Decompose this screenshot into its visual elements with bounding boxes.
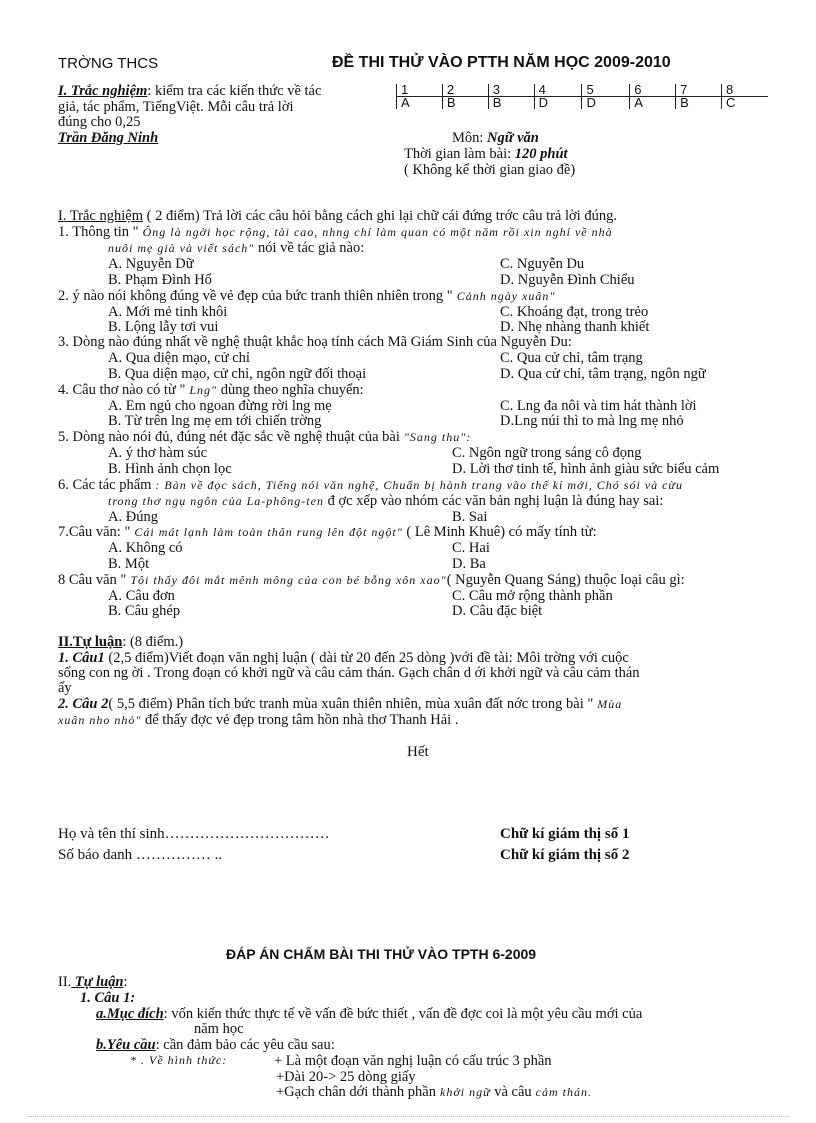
q1-option-c: C. Nguyễn Du xyxy=(500,256,585,272)
question-2 xyxy=(58,288,555,305)
answer-part-name: Tự luận xyxy=(71,974,124,990)
q2-option-a: A. Mới mẻ tinh khôi xyxy=(108,304,228,320)
q4-option-b: B. Từ trên lng mẹ em tới chiến trờng xyxy=(108,413,322,429)
question-1-cont xyxy=(108,240,364,257)
intro-line-2: giả, tác phẩm, TiếngViệt. Mỗi câu trả lời xyxy=(58,99,294,115)
time-label: Thời gian làm bài: xyxy=(404,146,512,162)
q2-option-b: B. Lộng lẫy tơi vui xyxy=(108,319,219,335)
essay-2-text: ( 5,5 điểm) Phân tích bức tranh mùa xuân thiên nhiên, mùa xuân đất nớc trong bài " xyxy=(108,696,594,712)
part2-heading: II.Tự luận xyxy=(58,634,123,650)
q7-option-a: A. Không có xyxy=(108,540,183,556)
q4-option-c: C. Lng đa nôi và tim hát thành lời xyxy=(500,398,697,414)
question-1 xyxy=(58,224,613,241)
supervisor-signature-2: Chữ kí giám thị số 2 xyxy=(500,847,630,863)
supervisor-signature-1: Chữ kí giám thị số 1 xyxy=(500,826,630,842)
time-value: 120 phút xyxy=(514,146,568,162)
answer-key-letter: D xyxy=(534,97,582,110)
q5-option-a: A. ý thơ hàm súc xyxy=(108,445,208,461)
question-2-prefix: 2. ý nào nói không đúng về vẻ đẹp của bức tranh thiên nhiên trong " xyxy=(58,288,453,304)
part2-heading-line xyxy=(58,634,183,651)
candidate-number-field: Số báo danh …………… .. xyxy=(58,847,223,863)
answer-key-letter: B xyxy=(488,97,534,110)
question-3: 3. Dòng nào đúng nhất về nghệ thuật khắc hoạ tính cách Mã Giám Sinh của Nguyễn Du: xyxy=(58,334,572,350)
muc-dich-label: a.Mục đích xyxy=(96,1006,164,1022)
essay-2-line-1 xyxy=(58,696,622,713)
answer-part-colon: : xyxy=(123,974,128,990)
q3-option-a: A. Qua diện mạo, cử chỉ xyxy=(108,350,250,366)
question-4-prefix: 4. Câu thơ nào có từ " xyxy=(58,382,186,398)
question-1-prefix: 1. Thông tin " xyxy=(58,224,139,240)
part1-heading-line xyxy=(58,208,617,225)
q2-option-d: D. Nhẹ nhàng thanh khiết xyxy=(500,319,650,335)
answer-section-title: ĐÁP ÁN CHẤM BÀI THI THỬ VÀO TPTH 6-2009 xyxy=(226,946,537,962)
q6-option-a: A. Đúng xyxy=(108,509,158,525)
hinh-thuc-label: * . Về hình thức: xyxy=(130,1053,228,1067)
essay-2-label: 2. Câu 2 xyxy=(58,696,109,712)
answer-key-letter: A xyxy=(397,97,443,110)
question-7-suffix: ( Lê Minh Khuê) có mấy tính từ: xyxy=(402,524,597,540)
q5-option-c: C. Ngôn ngữ trong sáng cô đọng xyxy=(452,445,642,461)
q7-option-c: C. Hai xyxy=(452,540,490,556)
answer-key-number: 6 xyxy=(630,84,676,97)
subject-name: Ngữ văn xyxy=(487,130,539,146)
end-mark: Hết xyxy=(407,744,429,760)
q8-option-a: A. Câu đơn xyxy=(108,588,175,604)
answer-cau-1: 1. Câu 1: xyxy=(80,990,136,1006)
q2-option-c: C. Khoáng đạt, trong trẻo xyxy=(500,304,649,320)
answer-part-label: II. xyxy=(58,974,72,990)
essay-2-line-2 xyxy=(58,712,458,729)
author-name: Trần Đăng Ninh xyxy=(58,130,159,146)
answer-key-number: 1 xyxy=(397,84,443,97)
q8-option-d: D. Câu đặc biệt xyxy=(452,603,543,619)
question-7 xyxy=(58,524,597,541)
time-note: ( Không kể thời gian giao đề) xyxy=(404,162,576,178)
essay-2-poem-title: Mùa xyxy=(593,697,623,711)
q4-option-d: D.Lng núi thì to mà lng mẹ nhỏ xyxy=(500,413,684,429)
q7-option-d: D. Ba xyxy=(452,556,486,572)
question-5-prefix: 5. Dòng nào nói đủ, đúng nét đặc sắc về nghệ thuật của bài xyxy=(58,429,400,445)
question-6-prefix: 6. Các tác phẩm xyxy=(58,477,152,493)
answer-key-number: 7 xyxy=(676,84,722,97)
q8-option-b: B. Câu ghép xyxy=(108,603,181,619)
part1-heading: I. Trắc nghiệm xyxy=(58,208,143,224)
q3-option-d: D. Qua cử chỉ, tâm trạng, ngôn ngữ xyxy=(500,366,706,382)
question-8 xyxy=(58,572,685,589)
answer-key-number: 5 xyxy=(582,84,630,97)
question-8-suffix: ( Nguyễn Quang Sáng) thuộc loại câu gì: xyxy=(446,572,685,588)
answer-key-numbers xyxy=(397,84,769,97)
question-8-quote: Tôi thấy đôi mắt mênh mông của con bé bỗng xôn xao" xyxy=(126,573,447,587)
hinh-thuc-3-cam-than: cảm thán. xyxy=(531,1085,592,1099)
hinh-thuc-item-1: + Là một đoạn văn nghị luận có cấu trúc 3 phần xyxy=(274,1053,552,1069)
subject-line xyxy=(452,130,539,147)
answer-key-number: 4 xyxy=(534,84,582,97)
q1-option-b: B. Phạm Đình Hổ xyxy=(108,272,212,288)
yeu-cau-text: : cần đảm bảo các yêu cầu sau: xyxy=(155,1037,335,1053)
muc-dich-line-2: năm học xyxy=(194,1021,244,1037)
q5-option-d: D. Lời thơ tinh tế, hình ảnh giàu sức biểu cảm xyxy=(452,461,720,477)
question-6-cont xyxy=(108,493,663,510)
question-6-suffix: đ ợc xếp vào nhóm các văn bản nghị luận là đúng hay sai: xyxy=(323,493,664,509)
q4-option-a: A. Em ngủ cho ngoan đừng rời lng mẹ xyxy=(108,398,332,414)
q5-option-b: B. Hình ảnh chọn lọc xyxy=(108,461,232,477)
answer-key-number: 2 xyxy=(442,84,488,97)
question-5 xyxy=(58,429,471,446)
answer-key-letter: C xyxy=(721,97,768,110)
question-2-quote: Cảnh ngày xuân" xyxy=(452,289,556,303)
question-5-quote: "Sang thu": xyxy=(399,430,472,444)
essay-1-line-3: ấy xyxy=(58,680,72,696)
intro-line-1 xyxy=(58,83,321,100)
question-4-suffix: dùng theo nghĩa chuyển: xyxy=(217,382,364,398)
hinh-thuc-item-2: +Dài 20-> 25 dòng giấy xyxy=(276,1069,416,1085)
question-6-quote: : Bàn về đọc sách, Tiếng nói văn nghệ, Chuẩn bị hành trang vào thế kỉ mới, Chó sói và cừu xyxy=(151,478,683,492)
question-4 xyxy=(58,382,364,399)
time-line xyxy=(404,146,568,163)
answer-key-letters xyxy=(397,97,769,110)
answer-key-table xyxy=(396,84,768,109)
q6-option-b: B. Sai xyxy=(452,509,488,525)
q3-option-c: C. Qua cử chỉ, tâm trạng xyxy=(500,350,643,366)
question-8-prefix: 8 Câu văn " xyxy=(58,572,127,588)
hinh-thuc-3-khoi-ngu: khởi ngữ xyxy=(436,1085,491,1099)
part2-points: : (8 điểm.) xyxy=(122,634,184,650)
school-name: TRỜNG THCS xyxy=(58,55,159,72)
q1-option-a: A. Nguyễn Dữ xyxy=(108,256,194,272)
question-6 xyxy=(58,477,683,494)
muc-dich-line xyxy=(96,1006,642,1023)
answer-key-letter: B xyxy=(442,97,488,110)
q1-option-d: D. Nguyễn Đình Chiểu xyxy=(500,272,635,288)
hinh-thuc-3-and: và câu xyxy=(490,1084,532,1100)
exam-title: ĐỀ THI THỬ VÀO PTTH NĂM HỌC 2009-2010 xyxy=(332,54,671,71)
answer-key-letter: B xyxy=(676,97,722,110)
subject-label: Môn: xyxy=(452,130,484,146)
q3-option-b: B. Qua diện mạo, cử chỉ, ngôn ngữ đối thoại xyxy=(108,366,367,382)
yeu-cau-label: b.Yêu cầu xyxy=(96,1037,156,1053)
question-1-suffix: nói về tác giả nào: xyxy=(254,240,365,256)
question-7-quote: Cái mát lạnh làm toàn thân rung lên đột ngột" xyxy=(130,525,403,539)
question-4-quote: Lng" xyxy=(185,383,218,397)
answer-key-number: 8 xyxy=(721,84,768,97)
page-bottom-divider xyxy=(28,1116,788,1117)
question-1-quote-2: nuôi mẹ già và viết sách" xyxy=(108,241,255,255)
hinh-thuc-item-3 xyxy=(276,1084,592,1101)
intro-section-label: I. Trắc nghiệm xyxy=(58,83,148,99)
yeu-cau-line xyxy=(96,1037,335,1054)
answer-key-number: 3 xyxy=(488,84,534,97)
answer-key-letter: A xyxy=(630,97,676,110)
essay-1-label: 1. Câu1 xyxy=(58,650,105,666)
essay-1-text: (2,5 điểm)Viết đoạn văn nghị luận ( dài từ 20 đến 25 dòng )với đề tài: Môi trờng với cuộc xyxy=(104,650,629,666)
question-1-quote: Ông là ngời học rộng, tài cao, nhng chỉ làm quan có một năm rồi xin nghỉ về nhà xyxy=(138,225,613,239)
muc-dich-text: : vốn kiến thức thực tế về vấn đề bức thiết , vấn đề đợc coi là một yêu cầu mới của xyxy=(163,1006,643,1022)
essay-2-poem-title-2: xuân nho nhỏ" xyxy=(58,713,142,727)
answer-key-letter: D xyxy=(582,97,630,110)
question-6-quote-2: trong thơ ngụ ngôn của La-phông-ten xyxy=(108,494,324,508)
part1-instruction: ( 2 điểm) Trả lời các câu hỏi bằng cách ghi lại chữ cái đứng trớc câu trả lời đúng. xyxy=(142,208,617,224)
essay-1-line-2: sống con ng ời . Trong đoạn có khởi ngữ và câu cảm thán. Gạch chân d ới khởi ngữ và câu cảm thán xyxy=(58,665,640,681)
candidate-name-field: Họ và tên thí sinh…………………………… xyxy=(58,826,330,842)
hinh-thuc-3-text: +Gạch chân dới thành phần xyxy=(276,1084,436,1100)
essay-2-text-2: để thấy đợc vẻ đẹp trong tâm hồn nhà thơ Thanh Hải . xyxy=(141,712,459,728)
intro-line-3: đúng cho 0,25 xyxy=(58,114,141,130)
answer-part-line xyxy=(58,974,128,991)
question-7-prefix: 7.Câu văn: " xyxy=(58,524,131,540)
intro-text-1: : kiểm tra các kiến thức về tác xyxy=(147,83,322,99)
q8-option-c: C. Câu mở rộng thành phần xyxy=(452,588,613,604)
q7-option-b: B. Một xyxy=(108,556,150,572)
